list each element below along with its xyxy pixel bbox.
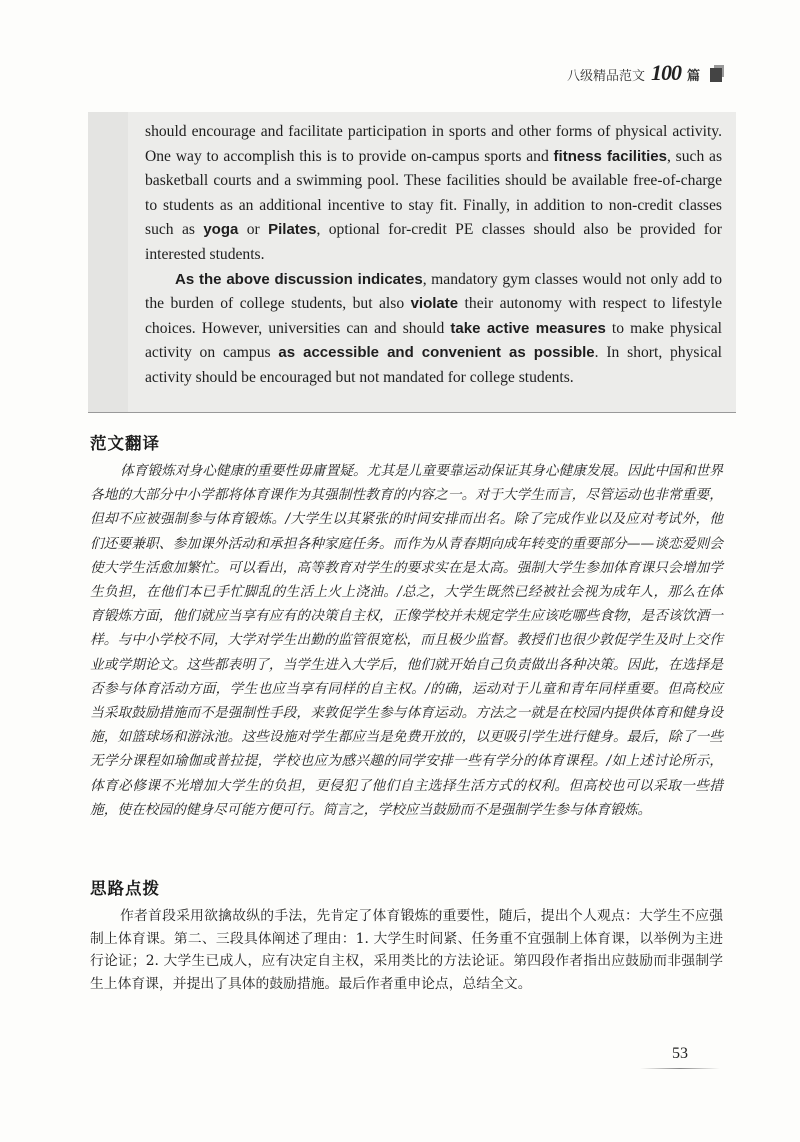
page-number-rule [640, 1068, 720, 1069]
essay-keyword: as accessible and convenient as possible [278, 344, 595, 362]
header-suffix: 篇 [686, 69, 700, 84]
essay-paragraph [145, 268, 722, 391]
essay-text: to make physical activity on campus [145, 319, 723, 362]
analysis-text: 作者首段采用欲擒故纵的手法，先肯定了体育锻炼的重要性，随后，提出个人观点：大学生不应强制上体育课。第二、三段具体阐述了理由：1. 大学生时间紧、任务重不宜强制上体育课，以举例为主进行论证；2. 大学生已成人，应有决定自主权，采用类比的方法论证。第四段作者指出应鼓励而非强制学生上体育课，并提出了具体的鼓励措施。最后作者重申论点，总结全文。 [90, 908, 723, 992]
translation-heading: 范文翻译 [90, 434, 160, 453]
translation-text: 体育锻炼对身心健康的重要性毋庸置疑。尤其是儿童要靠运动保证其身心健康发展。因此中国和世界各地的大部分中小学都将体育课作为其强制性教育的内容之一。对于大学生而言，尽管运动也非常重要，但却不应被强制参与体育锻炼。/大学生以其紧张的时间安排而出名。除了完成作业以及应对考试外，他们还要兼职、参加课外活动和承担各种家庭任务。而作为从青春期向成年转变的重要部分——谈恋爱则会使大学生活愈加繁忙。可以看出，高等教育对学生的要求实在是太高。强制大学生参加体育课只会增加学生负担，在他们本已手忙脚乱的生活上火上浇油。/总之，大学生既然已经被社会视为成年人，那么在体育锻炼方面，他们就应当享有应有的决策自主权，正像学校并未规定学生应该吃哪些食物，是否该饮酒一样。与中小学校不同，大学对学生出勤的监管很宽松，而且极少监督。教授们也很少敦促学生及时上交作业或学期论文。这些都表明了，当学生进入大学后，他们就开始自己负责做出各种决策。因此，在选择是否参与体育活动方面，学生也应当享有同样的自主权。/的确，运动对于儿童和青年同样重要。但高校应当采取鼓励措施而不是强制性手段，来敦促学生参与体育运动。方法之一就是在校园内提供体育和健身设施，如篮球场和游泳池。这些设施对学生都应当是免费开放的，以更吸引学生进行健身。最后，除了一些无学分课程如瑜伽或普拉提，学校也应为感兴趣的同学安排一些有学分的体育课程。/如上述讨论所示，体育必修课不光增加大学生的负担，更侵犯了他们自主选择生活方式的权利。但高校也可以采取一些措施，使在校园的健身尽可能方便可行。简言之，学校应当鼓励而不是强制学生参与体育锻炼。 [90, 463, 723, 818]
essay-text: should encourage and facilitate participation in sports and other forms of physical activity. One way to accomplish this is to provide on-campus sports and [145, 123, 722, 165]
essay-keyword: violate [410, 295, 459, 313]
essay-keyword: yoga [203, 221, 239, 239]
page-number: 53 [672, 1045, 688, 1062]
essay-keyword: As the above discussion indicates [175, 270, 423, 288]
essay-text: , optional for-credit PE classes should also be provided for interested students. [145, 221, 722, 263]
essay-text: or [238, 221, 269, 239]
header-label: 八级精品范文 [566, 69, 645, 84]
essay-text: . In short, physical activity should be encouraged but not mandated for college students. [145, 344, 722, 386]
essay-keyword: fitness facilities [553, 147, 667, 165]
header-number: 100 [650, 60, 681, 85]
header-block-icon [710, 68, 722, 82]
essay-keyword: take active measures [450, 319, 606, 337]
essay-keyword: Pilates [268, 221, 317, 239]
essay-paragraph [145, 120, 722, 268]
essay-text: , mandatory gym classes would not only add to the burden of college students, but also [145, 270, 723, 313]
model-essay [145, 120, 722, 391]
running-header [567, 60, 722, 86]
essay-text: their autonomy with respect to lifestyle choices. However, universities can and should [145, 295, 722, 337]
analysis-heading: 思路点拨 [90, 879, 160, 898]
panel-left-shade [88, 112, 128, 412]
essay-text: , such as basketball courts and a swimming pool. These facilities should be available free-of-charge to students as an additional incentive to stay fit. Finally, in addition to non-credit classes such as [145, 147, 723, 239]
